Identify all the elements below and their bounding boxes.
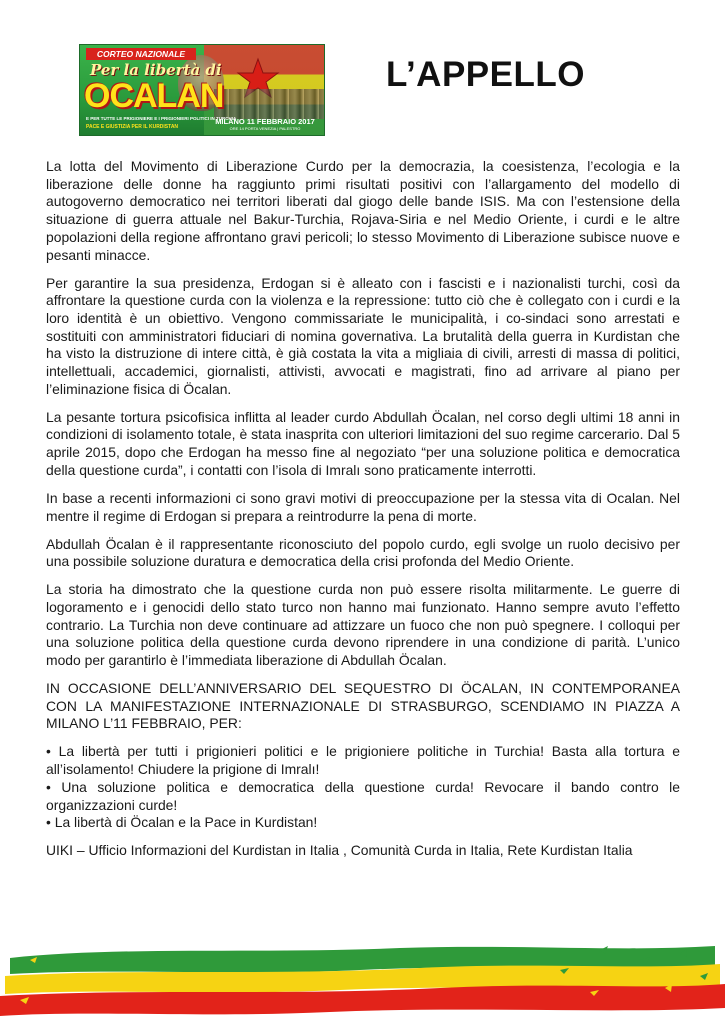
paragraph: La storia ha dimostrato che la questione curda non può essere risolta militarmente. Le guerre di logoramento e i genocidi dello stato turco non hanno mai funzionato. Hanno sempre avuto l’effetto contrario. La Turchia non deve continuare ad attizzare un fuoco che non può spegnere. I colloqui per una soluzione politica della questione curda devono riprendere in una condizione di parità. L’unico modo per garantirlo è l’immediata liberazione di Abdullah Öcalan. <box>46 581 680 669</box>
banner-date: MILANO 11 FEBBRAIO 2017 <box>215 117 315 126</box>
demand-item: • La libertà per tutti i prigionieri politici e le prigioniere politiche in Turchia! Basta alla tortura e all’isolamento! Chiudere la prigione di Imralı! <box>46 743 680 778</box>
call-to-action: IN OCCASIONE DELL’ANNIVERSARIO DEL SEQUESTRO DI ÖCALAN, IN CONTEMPORANEA CON LA MANIFESTAZIONE INTERNAZIONALE DI STRASBURGO, SCENDIAMO IN PIAZZA A MILANO L’11 FEBBRAIO, PER: <box>46 680 680 732</box>
appeal-body <box>46 158 680 870</box>
signature: UIKI – Ufficio Informazioni del Kurdistan in Italia , Comunità Curda in Italia, Rete Kurdistan Italia <box>46 842 633 859</box>
paragraph: Abdullah Öcalan è il rappresentante riconosciuto del popolo curdo, egli svolge un ruolo decisivo per una possibile soluzione duratura e democratica della crisi profonda del Medio Oriente. <box>46 535 680 570</box>
demand-item: • La libertà di Öcalan e la Pace in Kurdistan! <box>46 814 318 831</box>
paragraph: La lotta del Movimento di Liberazione Curdo per la democrazia, la coesistenza, l’ecologia e la liberazione delle donne ha raggiunto primi risultati positivi con l’allargamento del modello di autogoverno democratico nei territori liberati dal giogo delle bande ISIS. Ma con l’estensione della situazione di guerra attuale nel Bakur-Turchia, Rojava-Siria e nel Medio Oriente, i curdi e le altre popolazioni della regione affrontano gravi pericoli; lo stesso Movimento di Liberazione subisce nuove e pesanti minacce. <box>46 158 680 263</box>
paragraph: In base a recenti informazioni ci sono gravi motivi di preoccupazione per la stessa vita di Ocalan. Nel mentre il regime di Erdogan si prepara a reintrodurre la pena di morte. <box>46 489 680 524</box>
banner-heading: CORTEO NAZIONALE <box>86 48 196 60</box>
demands-list <box>46 743 680 832</box>
event-banner-image <box>79 44 325 136</box>
banner-subtitle: Per la libertà di <box>90 61 222 79</box>
flag-stripes-decoration <box>0 940 725 1024</box>
crowd-photo-graphic <box>214 89 324 119</box>
demand-item: • Una soluzione politica e democratica della questione curda! Revocare il bando contro le organizzazioni curde! <box>46 778 680 813</box>
paragraph: La pesante tortura psicofisica inflitta al leader curdo Abdullah Öcalan, nel corso degli ultimi 18 anni in condizioni di isolamento totale, è stata inasprita con ulteriori limitazioni del suo regime carcerario. Dal 5 aprile 2015, dopo che Erdogan ha messo fine al negoziato “per una soluzione politica e democratica della questione curda”, i contatti con l’isola di Imralı sono praticamente interrotti. <box>46 408 680 478</box>
page-title: L’APPELLO <box>386 55 585 94</box>
paragraph: Per garantire la sua presidenza, Erdogan si è alleato con i fascisti e i nazionalisti turchi, così da affrontare la questione curda con la violenza e la repressione: tutto ciò che è collegato con i curdi e la loro identità è un obiettivo. Vengono commissariate le municipalità, i co-sindaci sono arrestati e sostituiti con amministratori fiduciari di nomina governativa. La brutalità della guerra in Kurdistan che ha visto la distruzione di intere città, è già costata la vita a migliaia di civili, arresti di massa di politici, intellettuali, accademici, giornalisti, attivisti, avvocati e magistrati, fino ad arrivare al piano per l’eliminazione fisica di Öcalan. <box>46 274 680 397</box>
banner-line-peace: PACE E GIUSTIZIA PER IL KURDISTAN <box>86 124 179 130</box>
banner-line-prisoners: E PER TUTTE LE PRIGIONIERE E I PRIGIONIERI POLITICI IN TURCHIA <box>86 116 237 121</box>
banner-place: ORE 14 PORTA VENEZIA | PALESTRO <box>229 126 301 131</box>
banner-name: OCALAN <box>84 77 224 115</box>
